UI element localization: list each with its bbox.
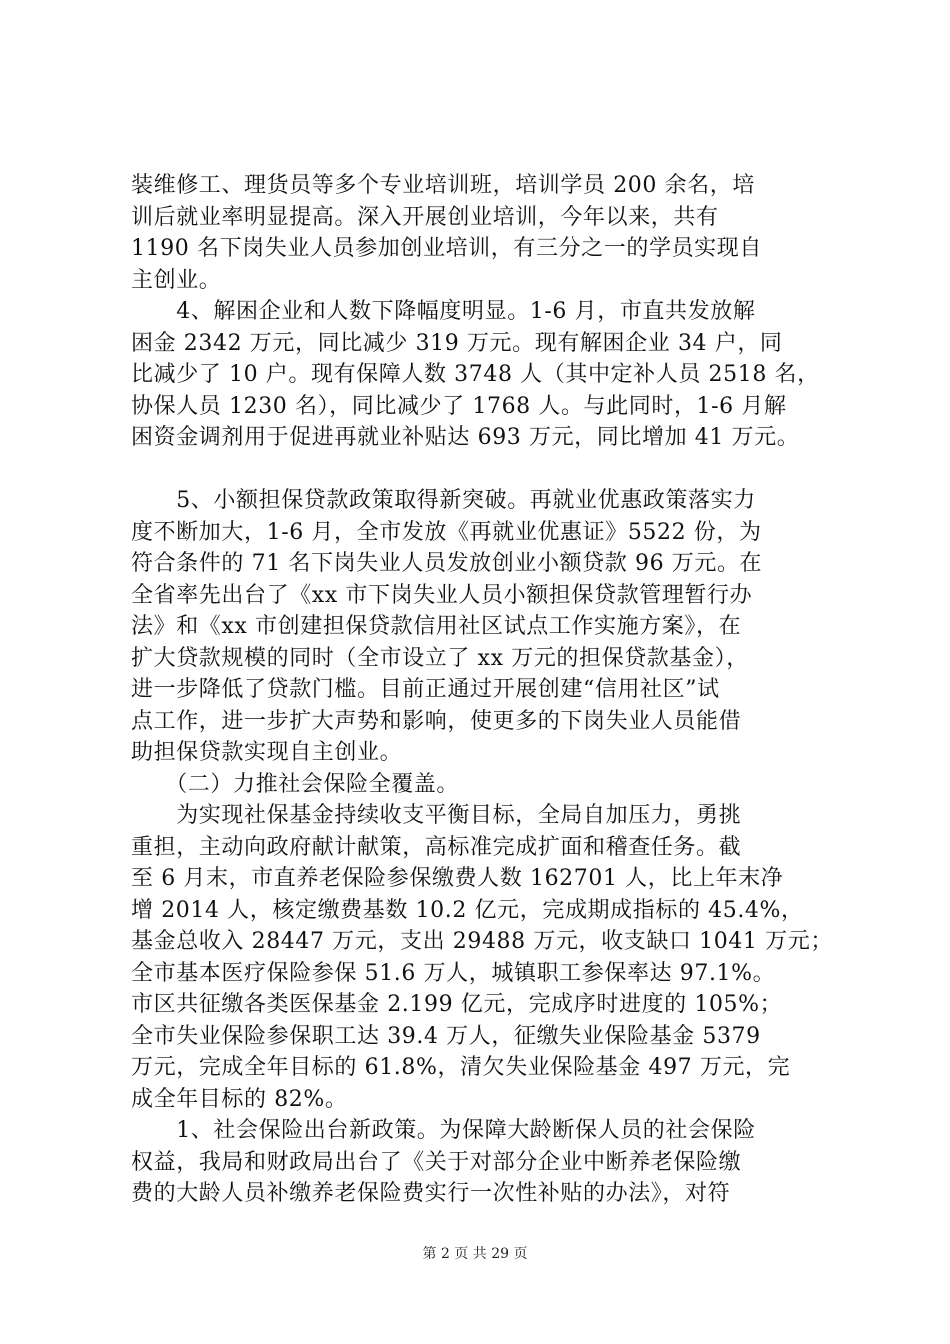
section-heading: （二）力推社会保险全覆盖。 [131,771,460,797]
body-line: 1190 名下岗失业人员参加创业培训，有三分之一的学员实现自 [131,236,762,261]
body-line: 至 6 月末，市直养老保险参保缴费人数 162701 人，比上年末净 [131,866,784,891]
body-line: 全市基本医疗保险参保 51.6 万人，城镇职工参保率达 97.1%。 [131,960,776,986]
body-line: 比减少了 10 户。现有保障人数 3748 人（其中定补人员 2518 名， [131,362,820,387]
body-line: 装维修工、理货员等多个专业培训班，培训学员 200 余名，培 [131,173,755,198]
body-line: 扩大贷款规模的同时（全市设立了 xx 万元的担保贷款基金）， [131,645,749,671]
body-line: 市区共征缴各类医保基金 2.199 亿元，完成序时进度的 105%； [131,992,783,1017]
body-line: 进一步降低了贷款门槛。目前正通过开展创建“信用社区”试 [131,677,720,702]
page-number-label: 第 2 页 共 29 页 [422,1246,528,1262]
body-line: 为实现社保基金持续收支平衡目标，全局自加压力，勇挑 [131,803,742,828]
body-line: 主创业。 [131,267,222,293]
page-footer [0,1244,950,1264]
document-body [131,170,835,1210]
body-line: 费的大龄人员补缴养老保险费实行一次性补贴的办法》，对符 [131,1181,731,1206]
body-line: 困资金调剂用于促进再就业补贴达 693 万元，同比增加 41 万元。 [131,425,800,450]
body-line: 法》和《xx 市创建担保贷款信用社区试点工作实施方案》，在 [131,614,742,639]
body-line: 4、解困企业和人数下降幅度明显。1-6 月，市直共发放解 [131,299,756,324]
body-line: 重担，主动向政府献计献策，高标准完成扩面和稽查任务。截 [131,834,742,860]
body-line: 成全年目标的 82%。 [131,1086,348,1112]
body-line: 权益，我局和财政局出台了《关于对部分企业中断养老保险缴 [131,1149,742,1175]
body-line: 全市失业保险参保职工达 39.4 万人，征缴失业保险基金 5379 [131,1023,761,1049]
paragraph-gap [131,454,835,486]
body-line: 全省率先出台了《xx 市下岗失业人员小额担保贷款管理暂行办 [131,582,753,608]
body-line: 协保人员 1230 名），同比减少了 1768 人。与此同时，1-6 月解 [131,393,787,419]
body-line: 助担保贷款实现自主创业。 [131,740,403,765]
body-line: 训后就业率明显提高。深入开展创业培训，今年以来，共有 [131,204,719,230]
body-line: 万元，完成全年目标的 61.8%，清欠失业保险基金 497 万元，完 [131,1055,791,1080]
body-line: 增 2014 人，核定缴费基数 10.2 亿元，完成期成指标的 45.4%， [131,897,804,923]
body-line: 点工作，进一步扩大声势和影响，使更多的下岗失业人员能借 [131,708,742,734]
body-line: 困金 2342 万元，同比减少 319 万元。现有解困企业 34 户，同 [131,330,783,356]
body-line: 5、小额担保贷款政策取得新突破。再就业优惠政策落实力 [131,488,756,513]
body-line: 基金总收入 28447 万元，支出 29488 万元，收支缺口 1041 万元； [131,929,833,954]
body-line: 符合条件的 71 名下岗失业人员发放创业小额贷款 96 万元。在 [131,551,763,576]
body-line: 1、社会保险出台新政策。为保障大龄断保人员的社会保险 [131,1118,756,1143]
body-line: 度不断加大，1-6 月，全市发放《再就业优惠证》5522 份，为 [131,519,762,545]
